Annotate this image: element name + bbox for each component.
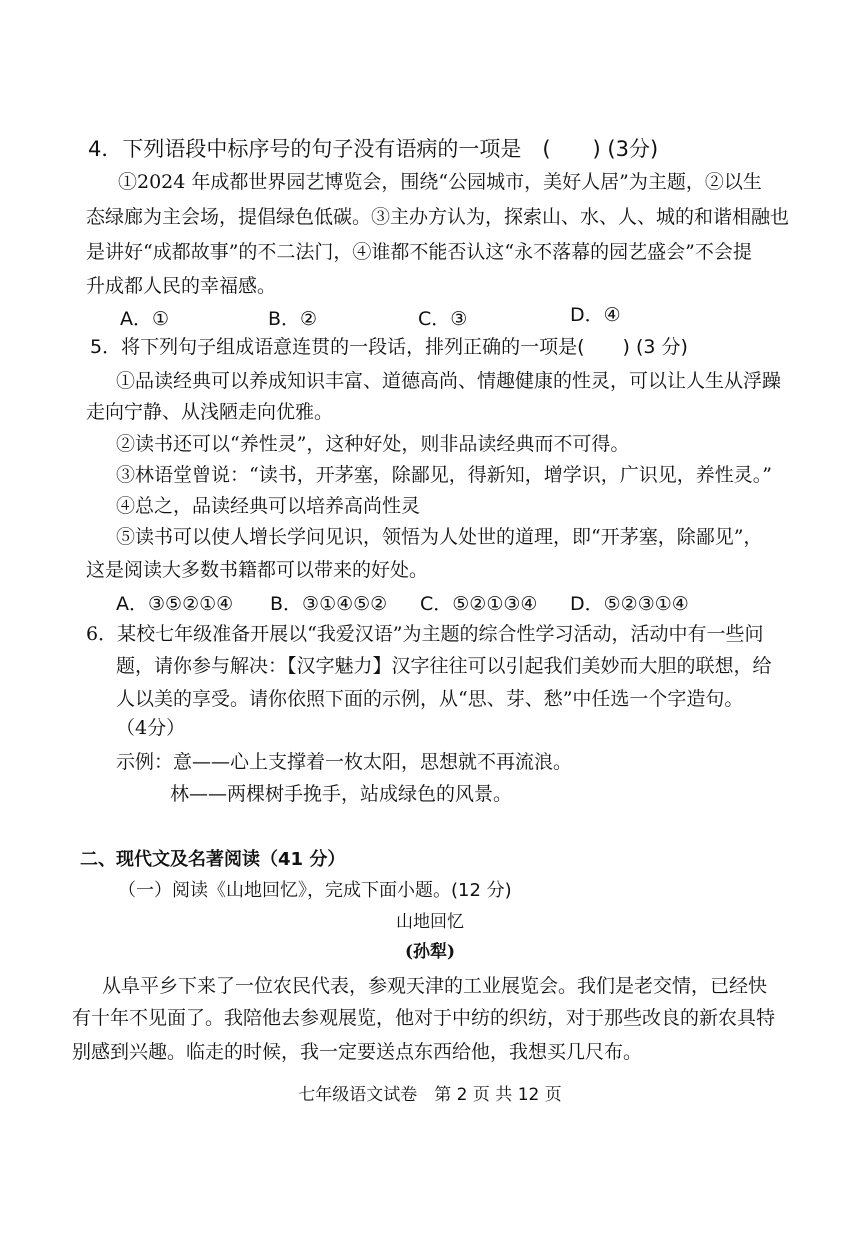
q4-stem: 4．下列语段中标序号的句子没有语病的一项是 ( ) (3分) bbox=[88, 137, 659, 161]
article-line-1: 从阜平乡下来了一位农民代表，参观天津的工业展览会。我们是老交情，已经快 bbox=[102, 975, 768, 997]
q4-line-4: 升成都人民的幸福感。 bbox=[86, 275, 277, 297]
q4-line-3: 是讲好“成都故事”的不二法门，④谁都不能否认这“永不落幕的园艺盛会”不会提 bbox=[86, 241, 752, 263]
q5-line-1: ①品读经典可以养成知识丰富、道德高尚、情趣健康的性灵，可以让人生从浮躁 bbox=[116, 370, 782, 392]
section-heading: 二、现代文及名著阅读（41 分） bbox=[80, 849, 346, 870]
q5-stem: 5．将下列句子组成语意连贯的一段话，排列正确的一项是( ) (3 分) bbox=[90, 336, 688, 358]
q6-example-1: 示例：意——心上支撑着一枚太阳，思想就不再流浪。 bbox=[116, 751, 573, 773]
q5-option-c: C．⑤②①③④ bbox=[420, 593, 538, 615]
q5-option-d: D．⑤②③①④ bbox=[570, 593, 689, 615]
article-title: 山地回忆 bbox=[396, 912, 464, 932]
q6-line-1: 6．某校七年级准备开展以“我爱汉语”为主题的综合性学习活动，活动中有一些问 bbox=[86, 623, 764, 645]
q4-option-d: D．④ bbox=[570, 304, 621, 326]
q6-line-3: 人以美的享受。请你依照下面的示例，从“思、芽、愁”中任选一个字造句。 bbox=[116, 688, 744, 710]
q6-example-2: 林——两棵树手挽手，站成绿色的风景。 bbox=[170, 783, 513, 805]
article-line-2: 有十年不见面了。我陪他去参观展览，他对于中纺的织纺，对于那些改良的新农具特 bbox=[72, 1007, 776, 1029]
q4-option-c: C．③ bbox=[418, 308, 468, 330]
q4-option-a: A．① bbox=[120, 308, 170, 330]
q5-line-7: 这是阅读大多数书籍都可以带来的好处。 bbox=[86, 559, 429, 581]
q5-line-3: ②读书还可以“养性灵”，这种好处，则非品读经典而不可得。 bbox=[116, 433, 630, 455]
q5-line-6: ⑤读书可以使人增长学问见识，领悟为人处世的道理，即“开茅塞，除鄙见”， bbox=[116, 526, 763, 548]
reading-instruction: （一）阅读《山地回忆》，完成下面小题。(12 分) bbox=[118, 880, 512, 901]
page-footer: 七年级语文试卷 第 2 页 共 12 页 bbox=[298, 1085, 562, 1105]
q6-line-4: （4分） bbox=[116, 717, 186, 739]
q5-line-4: ③林语堂曾说：“读书，开茅塞，除鄙见，得新知，增学识，广识见，养性灵。” bbox=[116, 464, 772, 486]
article-line-3: 别感到兴趣。临走的时候，我一定要送点东西给他，我想买几尺布。 bbox=[72, 1041, 643, 1063]
q4-option-b: B．② bbox=[268, 308, 318, 330]
article-author: (孙犁) bbox=[404, 942, 456, 962]
q5-line-2: 走向宁静、从浅陋走向优雅。 bbox=[86, 401, 334, 423]
q5-option-a: A．③⑤②①④ bbox=[116, 593, 234, 615]
q5-option-b: B．③①④⑤② bbox=[270, 593, 388, 615]
q4-line-2: 态绿廊为主会场，提倡绿色低碳。③主办方认为，探索山、水、人、城的和谐相融也 bbox=[86, 206, 790, 228]
q5-line-5: ④总之，品读经典可以培养高尚性灵 bbox=[116, 495, 421, 517]
q6-line-2: 题，请你参与解决：【汉字魅力】汉字往往可以引起我们美妙而大胆的联想，给 bbox=[116, 655, 772, 677]
q4-line-1: ①2024 年成都世界园艺博览会，围绕“公园城市，美好人居”为主题，②以生 bbox=[118, 171, 762, 193]
